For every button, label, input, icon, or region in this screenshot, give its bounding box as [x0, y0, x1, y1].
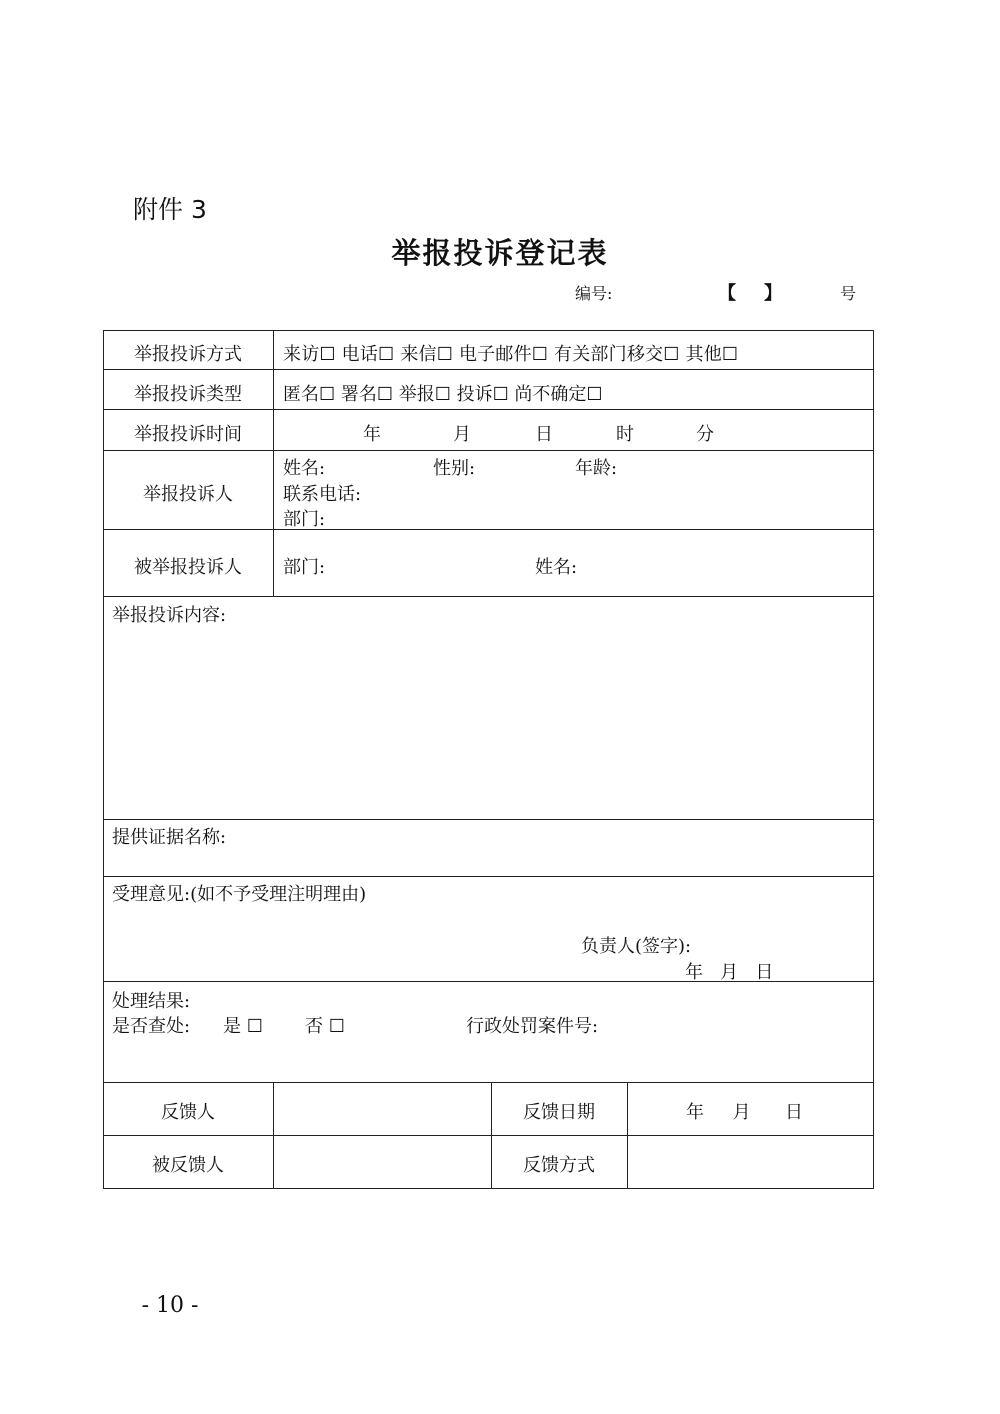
time-day: 日	[535, 424, 553, 445]
serial-number-label: 编号:	[575, 284, 613, 303]
row-divider	[103, 409, 874, 410]
reporter-label: 举报投诉人	[143, 484, 233, 505]
column-divider	[273, 330, 274, 596]
feedback-date-value[interactable]: 年 月 日	[686, 1102, 803, 1123]
evidence-label: 提供证据名称:	[112, 827, 227, 848]
feedback-method-input[interactable]	[630, 1139, 870, 1185]
reported-label: 被举报投诉人	[134, 557, 242, 578]
row-divider	[103, 596, 874, 597]
evidence-area[interactable]	[110, 848, 865, 872]
reporter-gender-field[interactable]: 性别:	[433, 458, 476, 479]
row-divider	[103, 1082, 874, 1083]
reporter-department-field[interactable]: 部门:	[283, 509, 326, 530]
row-divider	[103, 876, 874, 877]
reporter-phone-field[interactable]: 联系电话:	[283, 484, 362, 505]
time-hour: 时	[616, 424, 634, 445]
page-number: - 10 -	[141, 1293, 199, 1318]
attachment-label: 附件 3	[133, 195, 207, 224]
investigated-no-checkbox[interactable]: 否 ☐	[305, 1016, 345, 1037]
type-options[interactable]: 匿名☐ 署名☐ 举报☐ 投诉☐ 尚不确定☐	[283, 384, 603, 405]
type-label: 举报投诉类型	[134, 384, 242, 405]
column-divider	[627, 1082, 628, 1189]
result-label: 处理结果:	[112, 991, 191, 1012]
feedback-person-label: 反馈人	[161, 1102, 215, 1123]
content-label: 举报投诉内容:	[112, 605, 227, 626]
investigated-label: 是否查处:	[112, 1016, 191, 1037]
case-number-field[interactable]: 行政处罚案件号:	[466, 1016, 599, 1037]
row-divider	[103, 529, 874, 530]
feedback-method-label: 反馈方式	[523, 1155, 595, 1176]
serial-suffix: 号	[840, 284, 857, 303]
row-divider	[103, 369, 874, 370]
serial-close-bracket: 】	[764, 283, 782, 304]
time-label: 举报投诉时间	[134, 424, 242, 445]
feedback-recipient-label: 被反馈人	[152, 1155, 224, 1176]
method-options[interactable]: 来访☐ 电话☐ 来信☐ 电子邮件☐ 有关部门移交☐ 其他☐	[283, 344, 739, 365]
acceptance-date: 年 月 日	[685, 962, 774, 983]
feedback-person-input[interactable]	[276, 1086, 488, 1132]
serial-open-bracket: 【	[718, 283, 736, 304]
column-divider	[273, 1082, 274, 1189]
content-area[interactable]	[110, 628, 865, 814]
row-divider	[103, 450, 874, 451]
form-title: 举报投诉登记表	[391, 236, 609, 270]
investigated-yes-checkbox[interactable]: 是 ☐	[223, 1016, 263, 1037]
acceptance-label: 受理意见:(如不予受理注明理由)	[112, 884, 367, 905]
time-minute: 分	[696, 424, 714, 445]
time-month: 月	[453, 424, 471, 445]
time-year: 年	[363, 424, 381, 445]
row-divider	[103, 819, 874, 820]
method-label: 举报投诉方式	[134, 344, 242, 365]
reporter-age-field[interactable]: 年龄:	[575, 458, 618, 479]
reporter-name-field[interactable]: 姓名:	[283, 458, 326, 479]
feedback-recipient-input[interactable]	[276, 1139, 488, 1185]
row-divider	[103, 1135, 874, 1136]
feedback-date-label: 反馈日期	[523, 1102, 595, 1123]
reported-department-field[interactable]: 部门:	[283, 557, 326, 578]
acceptance-signer[interactable]: 负责人(签字):	[581, 936, 692, 957]
reported-name-field[interactable]: 姓名:	[535, 557, 578, 578]
